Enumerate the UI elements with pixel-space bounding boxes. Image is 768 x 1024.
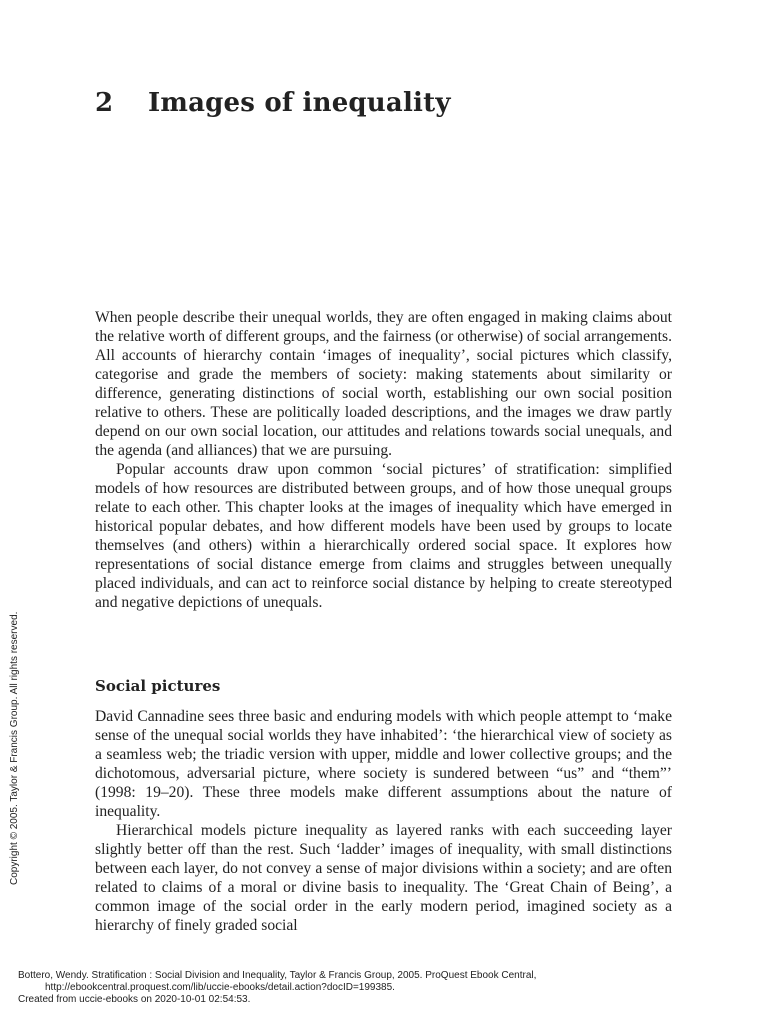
footer-created-line: Created from uccie-ebooks on 2020-10-01 02:54:53. [18, 994, 251, 1005]
chapter-number: 2 [95, 88, 114, 118]
section-text [95, 707, 672, 935]
section-paragraph-2: Hierarchical models picture inequality as layered ranks with each succeeding layer slightly better off than the rest. Such ‘ladder’ images of inequality, with small distinctions between each layer, do not convey a sense of major divisions within a society; and are often related to claims of a moral or divine basis to inequality. The ‘Great Chain of Being’, a common image of the social order in the early modern period, imagined society as a hierarchy of finely graded social [95, 822, 672, 934]
chapter-heading [95, 88, 451, 118]
chapter-title: Images of inequality [148, 88, 451, 118]
section-heading: Social pictures [95, 677, 221, 695]
footer-url-line: http://ebookcentral.proquest.com/lib/uccie-ebooks/detail.action?docID=199385. [45, 982, 395, 993]
intro-paragraph-2: Popular accounts draw upon common ‘social pictures’ of stratification: simplified models of how resources are distributed between groups, and of how those unequal groups relate to each other. This chapter looks at the images of inequality which have emerged in historical popular debates, and how different models have been used by groups to locate themselves (and others) within a hierarchically ordered social space. It explores how representations of social distance emerge from claims and struggles between unequally placed individuals, and can act to reinforce social distance by helping to create stereotyped and negative depictions of unequals. [95, 461, 672, 611]
footer-citation-line: Bottero, Wendy. Stratification : Social Division and Inequality, Taylor & Francis Group, 2005. ProQuest Ebook Central, [18, 970, 537, 981]
intro-paragraph-1: When people describe their unequal worlds, they are often engaged in making claims about the relative worth of different groups, and the fairness (or otherwise) of social arrangements. All accounts of hierarchy contain ‘images of inequality’, social pictures which classify, categorise and grade the members of society: making statements about similarity or difference, generating distinctions of social worth, establishing our own social position relative to others. These are politically loaded descriptions, and the images we draw partly depend on our own social location, our attitudes and relations towards social unequals, and the agenda (and alliances) that we are pursuing. [95, 309, 672, 459]
section-paragraph-1: David Cannadine sees three basic and enduring models with which people attempt to ‘make sense of the unequal social worlds they have inhabited’: ‘the hierarchical view of society as a seamless web; the triadic version with upper, middle and lower collective groups; and the dichotomous, adversarial picture, where society is sundered between “us” and “them”’ (1998: 19–20). These three models make different assumptions about the nature of inequality. [95, 708, 672, 820]
citation-footer [18, 970, 536, 1006]
intro-text [95, 308, 672, 612]
side-copyright-notice: Copyright © 2005. Taylor & Francis Group. All rights reserved. [9, 611, 20, 885]
